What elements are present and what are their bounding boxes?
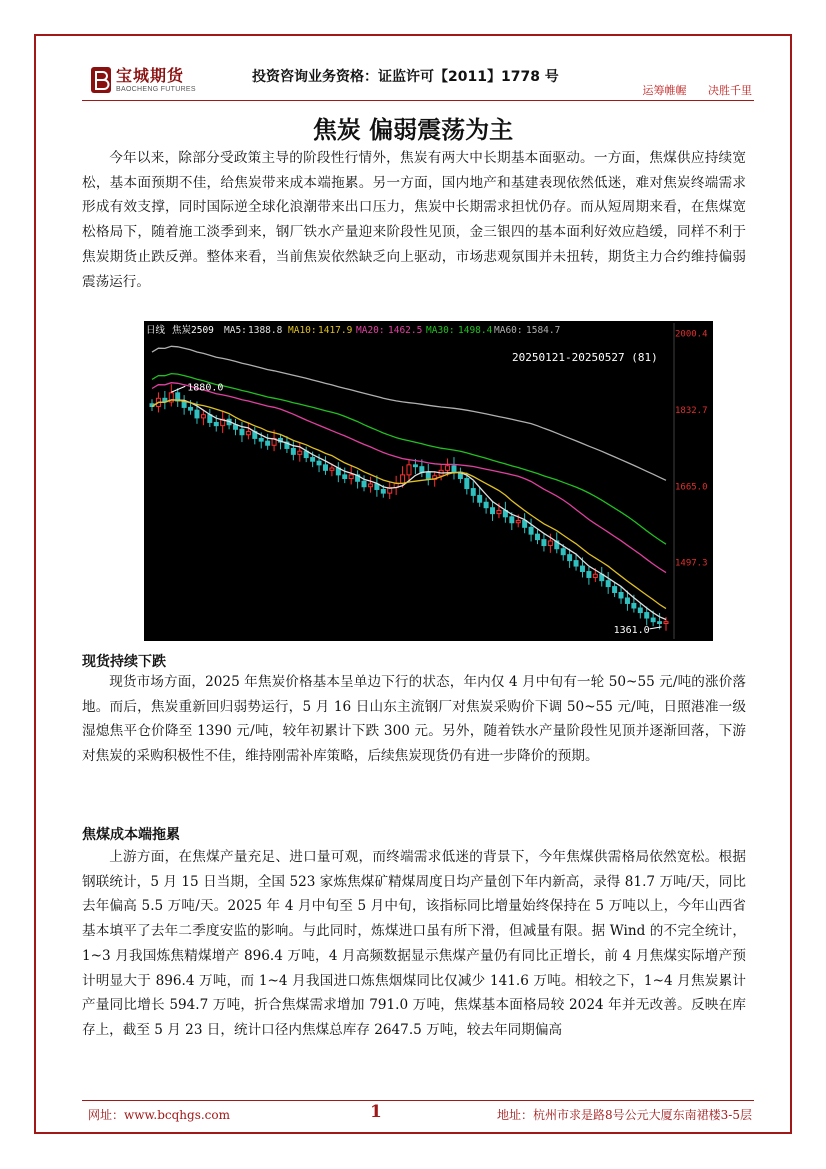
candle (394, 476, 398, 495)
candle-body (478, 495, 482, 502)
candle-body (561, 549, 565, 555)
header-divider (82, 100, 754, 101)
candle-body (510, 517, 514, 523)
candle-body (632, 603, 636, 608)
candle-body (606, 581, 610, 587)
page-header (82, 62, 754, 102)
candle-body (201, 415, 205, 418)
candle-body (497, 510, 501, 513)
page-title: 焦炭 偏弱震荡为主 (312, 116, 514, 144)
candle-body (407, 465, 411, 475)
candle-body (246, 432, 250, 435)
high-marker-line (171, 386, 185, 392)
intro-paragraph: 今年以来，除部分受政策主导的阶段性行情外，焦炭有两大中长期基本面驱动。一方面，焦煤供应持续宽松，基本面预期不佳，给焦炭带来成本端拖累。另一方面，国内地产和基建表现依然低迷，难对焦炭终端需求形成有效支撑，同时国际逆全球化浪潮带来出口压力，焦炭中长期需求担忧仍存。而从短周期来看，在焦煤宽松格局下，随着施工淡季到来，钢厂铁水产量迎来阶段性见顶，金三银四的基本面利好效应趋缓，同样不利于焦炭期货止跌反弹。整体来看，当前焦炭依然缺乏向上驱动，市场悲观氛围并未扭转，期货主力合约维持偏弱震荡运行。 (82, 150, 746, 290)
candle-body (446, 466, 450, 471)
candle (452, 457, 456, 479)
candle-body (536, 534, 540, 539)
section-paragraph-coking-coal: 上游方面，在焦煤产量充足、进口量可观，而终端需求低迷的背景下，今年焦煤供需格局依然宽松。根据钢联统计，5 月 15 日当期，全国 523 家炼焦煤矿精煤周度日均产量创下年内新高，录得 81.7 万吨/天，同比去年偏高 5.5 万吨/天。2025 年 4 月中旬至 5 月中旬，该指标同比增量始终保持在 5 万吨以上，今年山西省基本填平了去年二季度安监的影响。与此同时，炼煤进口虽有所下滑，但减量有限。据 Wind 的不完全统计，1~3 月我国炼焦精煤增产 896.4 万吨，4 月高频数据显示焦煤产量仍有同比正增长，前 4 月焦煤实际增产预计明显大于 896.4 万吨，而 1~4 月我国进口炼焦烟煤同比仅减少 141.6 万吨。相较之下，1~4 月焦炭累计产量同比增长 594.7 万吨，折合焦煤需求增加 791.0 万吨，焦煤基本面格局较 2024 年并无改善。反映在库存上，截至 5 月 23 日，统计口径内焦煤总库存 2647.5 万吨，较去年同期偏高 (82, 849, 746, 1038)
price-chart (144, 321, 713, 641)
candlestick-chart (144, 321, 713, 641)
legend-ma30-label: MA30: (426, 325, 455, 336)
candle (471, 481, 475, 502)
candle (169, 384, 173, 406)
legend-ma30-value: 1498.4 (458, 325, 493, 336)
candle (356, 470, 360, 488)
candle-body (645, 613, 649, 618)
legend-ma10-value: 1417.9 (318, 325, 353, 336)
chart-contract-label: 焦炭2509 (172, 325, 214, 336)
candle (523, 513, 527, 533)
candle (234, 419, 238, 435)
candle (266, 434, 270, 450)
candle-body (381, 489, 385, 493)
candle-body (484, 502, 488, 507)
candle (304, 447, 308, 463)
high-marker-label: 1880.0 (187, 382, 224, 394)
candle-body (266, 441, 270, 445)
legend-ma20-value: 1462.5 (388, 325, 423, 336)
legend-ma20-label: MA20: (356, 325, 385, 336)
candle-body (658, 622, 662, 624)
candle-body (291, 448, 295, 454)
slogan-part-2: 决胜千里 (708, 84, 752, 97)
candle (368, 477, 372, 493)
candle (587, 567, 591, 585)
candle-body (542, 540, 546, 546)
candle-body (651, 618, 655, 622)
candle-body (580, 566, 584, 571)
candle (613, 582, 617, 597)
candle (246, 423, 250, 439)
section-heading-coking-coal: 焦煤成本端拖累 (82, 827, 180, 843)
candle (542, 534, 546, 552)
qualification-text: 投资咨询业务资格：证监许可【2011】1778 号 (252, 69, 559, 85)
candle (619, 587, 623, 604)
slogan (625, 82, 753, 98)
candle-body (349, 475, 353, 479)
candle (182, 395, 186, 415)
candle-body (619, 593, 623, 598)
legend-ma60-value: 1584.7 (526, 325, 561, 336)
company-logo (90, 66, 196, 94)
candle-body (638, 608, 642, 613)
legend-ma5-value: 1388.8 (248, 325, 283, 336)
candle (407, 460, 411, 481)
legend-ma10-label: MA10: (288, 325, 317, 336)
candle-body (593, 574, 597, 577)
candle-body (491, 508, 495, 514)
footer-divider (82, 1100, 754, 1101)
candle (176, 388, 180, 407)
candle-body (471, 489, 475, 496)
ma30-line (152, 374, 666, 545)
candle-body (298, 451, 302, 454)
ma5-line (152, 400, 666, 620)
y-tick-label: 1665.0 (675, 482, 708, 493)
candle (529, 519, 533, 542)
candle-body (330, 468, 334, 470)
candle-body (259, 438, 263, 441)
candle-body (523, 520, 527, 527)
logo-mark-icon (90, 66, 112, 94)
candle (208, 409, 212, 427)
candle (163, 391, 167, 409)
candle-body (587, 572, 591, 578)
candle-body (214, 422, 218, 425)
legend-ma60-label: MA60: (494, 325, 523, 336)
candle-body (529, 527, 533, 534)
section-heading-spot: 现货持续下跌 (82, 654, 166, 670)
candle-body (195, 410, 199, 418)
candle (600, 567, 604, 587)
candle-body (465, 479, 469, 489)
candle (638, 603, 642, 618)
candle (606, 572, 610, 594)
legend-ma5-label: MA5: (224, 325, 247, 336)
candle-body (343, 475, 347, 479)
candle (291, 441, 295, 460)
footer-address: 地址：杭州市求是路8号公元大厦东南裙楼3-5层 (497, 1108, 752, 1122)
candle-body (452, 466, 456, 472)
candle (336, 462, 340, 482)
candle-body (413, 465, 417, 467)
candle-body (426, 473, 430, 480)
page-number: 1 (370, 1102, 382, 1122)
slogan-part-1: 运筹帷幄 (642, 84, 687, 97)
candle-body (240, 429, 244, 434)
candle-body (574, 561, 578, 566)
candle (388, 482, 392, 499)
candle (240, 422, 244, 442)
candle (458, 468, 462, 484)
candle (484, 498, 488, 514)
candle-body (362, 481, 366, 486)
candle (253, 427, 257, 444)
candle (503, 502, 507, 523)
chart-date-range: 20250121-20250527 (81) (512, 351, 658, 364)
candle-body (516, 520, 520, 522)
y-tick-label: 1832.7 (675, 405, 708, 416)
candle (491, 502, 495, 521)
candle-body (323, 465, 327, 470)
candle-body (375, 484, 379, 489)
candle (536, 530, 540, 545)
candle-body (189, 407, 193, 410)
candle-body (317, 461, 321, 465)
footer-website[interactable]: 网址：www.bcqhgs.com (88, 1108, 230, 1122)
page-footer (82, 1104, 754, 1124)
low-marker (614, 625, 662, 636)
candle (323, 456, 327, 475)
y-tick-label: 1497.3 (675, 558, 708, 569)
logo-name: 宝城期货 (116, 65, 185, 85)
candle-body (311, 458, 315, 462)
logo-english-name: BAOCHENG FUTURES (116, 85, 196, 93)
candle (349, 466, 353, 484)
candle-body (401, 475, 405, 483)
section-paragraph-spot: 现货市场方面，2025 年焦炭价格基本呈单边下行的状态，年内仅 4 月中旬有一轮 50~55 元/吨的涨价落地。而后，焦炭重新回归弱势运行，5 月 16 日山东主流钢厂对焦炭采购价下调 50~55 元/吨，日照港准一级湿熄焦平仓价降至 1390 元/吨，较年初累计下跌 300 元。另外，随着铁水产量阶段性见顶并逐渐回落，下游对焦炭的采购积极性不佳，维持刚需补库策略，后续焦炭现货仍有进一步降价的预期。 (82, 674, 746, 765)
candle-body (568, 555, 572, 561)
y-tick-label: 2000.4 (675, 329, 708, 340)
low-marker-label: 1361.0 (613, 624, 650, 636)
candle (221, 411, 225, 433)
candle-body (625, 598, 629, 603)
candle (298, 443, 302, 462)
candle (426, 464, 430, 485)
candle (201, 410, 205, 425)
candle-body (548, 541, 552, 546)
candle-body (664, 622, 668, 624)
candle-body (368, 484, 372, 487)
candle-body (613, 587, 617, 593)
chart-period-label: 日线 (146, 325, 166, 336)
